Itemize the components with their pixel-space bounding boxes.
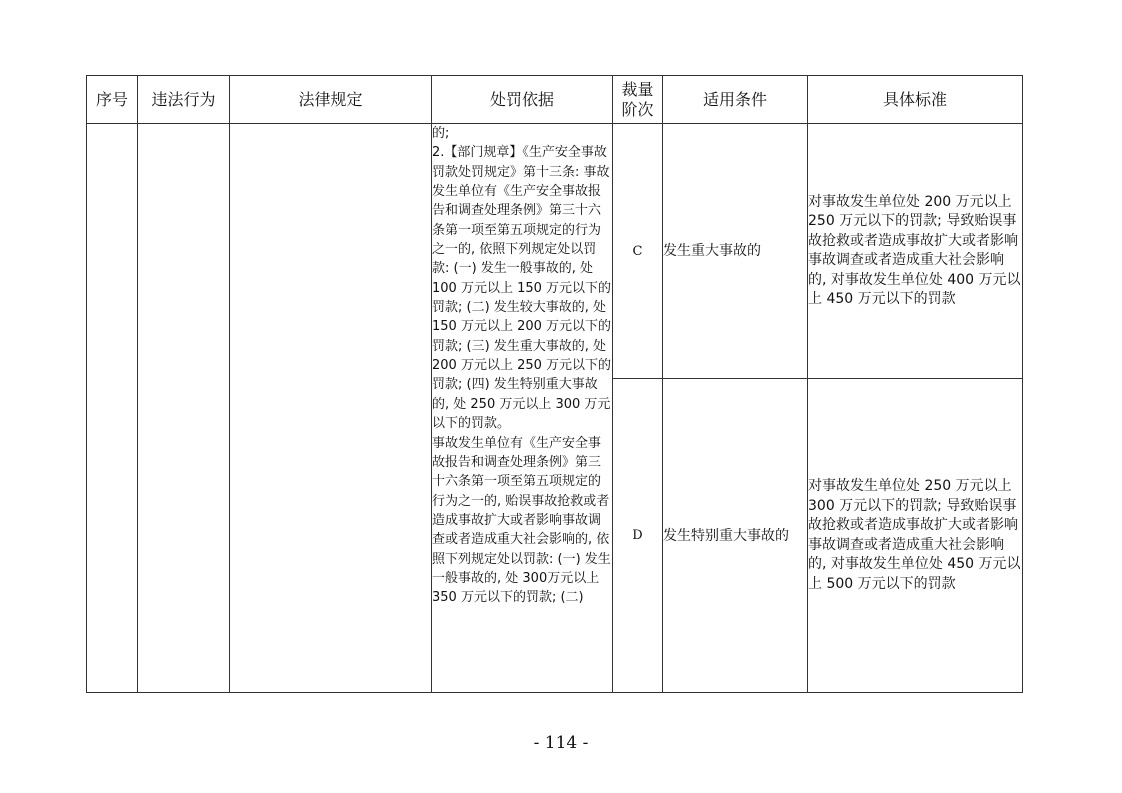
- standard-cell: 对事故发生单位处 250 万元以上 300 万元以下的罚款; 导致贻误事故抢救或者造成事故扩大或者影响事故调查或者造成重大社会影响的, 对事故发生单位处 450 万元以上 500 万元以下的罚款: [808, 379, 1023, 693]
- serial-cell: [87, 124, 138, 693]
- header-legal-provision: 法律规定: [230, 76, 432, 124]
- condition-cell: 发生特别重大事故的: [663, 379, 808, 693]
- violation-cell: [138, 124, 230, 693]
- header-row: [87, 76, 1023, 124]
- level-cell: C: [613, 124, 663, 379]
- page-number: - 114 -: [533, 733, 589, 753]
- header-penalty-basis: 处罚依据: [432, 76, 613, 124]
- header-serial: 序号: [87, 76, 138, 124]
- header-violation: 违法行为: [138, 76, 230, 124]
- condition-cell: 发生重大事故的: [663, 124, 808, 379]
- penalty-basis-text: 的; 2.【部门规章】《生产安全事故罚款处罚规定》第十三条: 事故发生单位有《生产安全事故报告和调查处理条例》第三十六条第一项至第五项规定的行为之一的, 依照下列规定处以罚款: (一) 发生一般事故的, 处 100 万元以上 150 万元以下的罚款; (二) 发生较大事故的, 处 150 万元以上 200 万元以下的罚款; (三) 发生重大事故的, 处 200 万元以上 250 万元以下的罚款; (四) 发生特别重大事故的, 处 250 万元以上 300 万元以下的罚款。 事故发生单位有《生产安全事故报告和调查处理条例》第三十六条第一项至第五项规定的行为之一的, 贻误事故抢救或者造成事故扩大或者影响事故调查或者造成重大社会影响的, 依照下列规定处以罚款: (一) 发生一般事故的, 处 300万元以上 350 万元以下的罚款; (二): [432, 126, 612, 606]
- penalty-basis-cell: [432, 124, 613, 693]
- header-specific-standard: 具体标准: [808, 76, 1023, 124]
- header-discretion-level: 裁量阶次: [613, 76, 663, 124]
- standard-cell: 对事故发生单位处 200 万元以上 250 万元以下的罚款; 导致贻误事故抢救或者造成事故扩大或者影响事故调查或者造成重大社会影响的, 对事故发生单位处 400 万元以上 450 万元以下的罚款: [808, 124, 1023, 379]
- table-row: [87, 124, 1023, 379]
- legal-provision-cell: [230, 124, 432, 693]
- header-applicable-condition: 适用条件: [663, 76, 808, 124]
- penalty-table: [86, 75, 1023, 693]
- level-cell: D: [613, 379, 663, 693]
